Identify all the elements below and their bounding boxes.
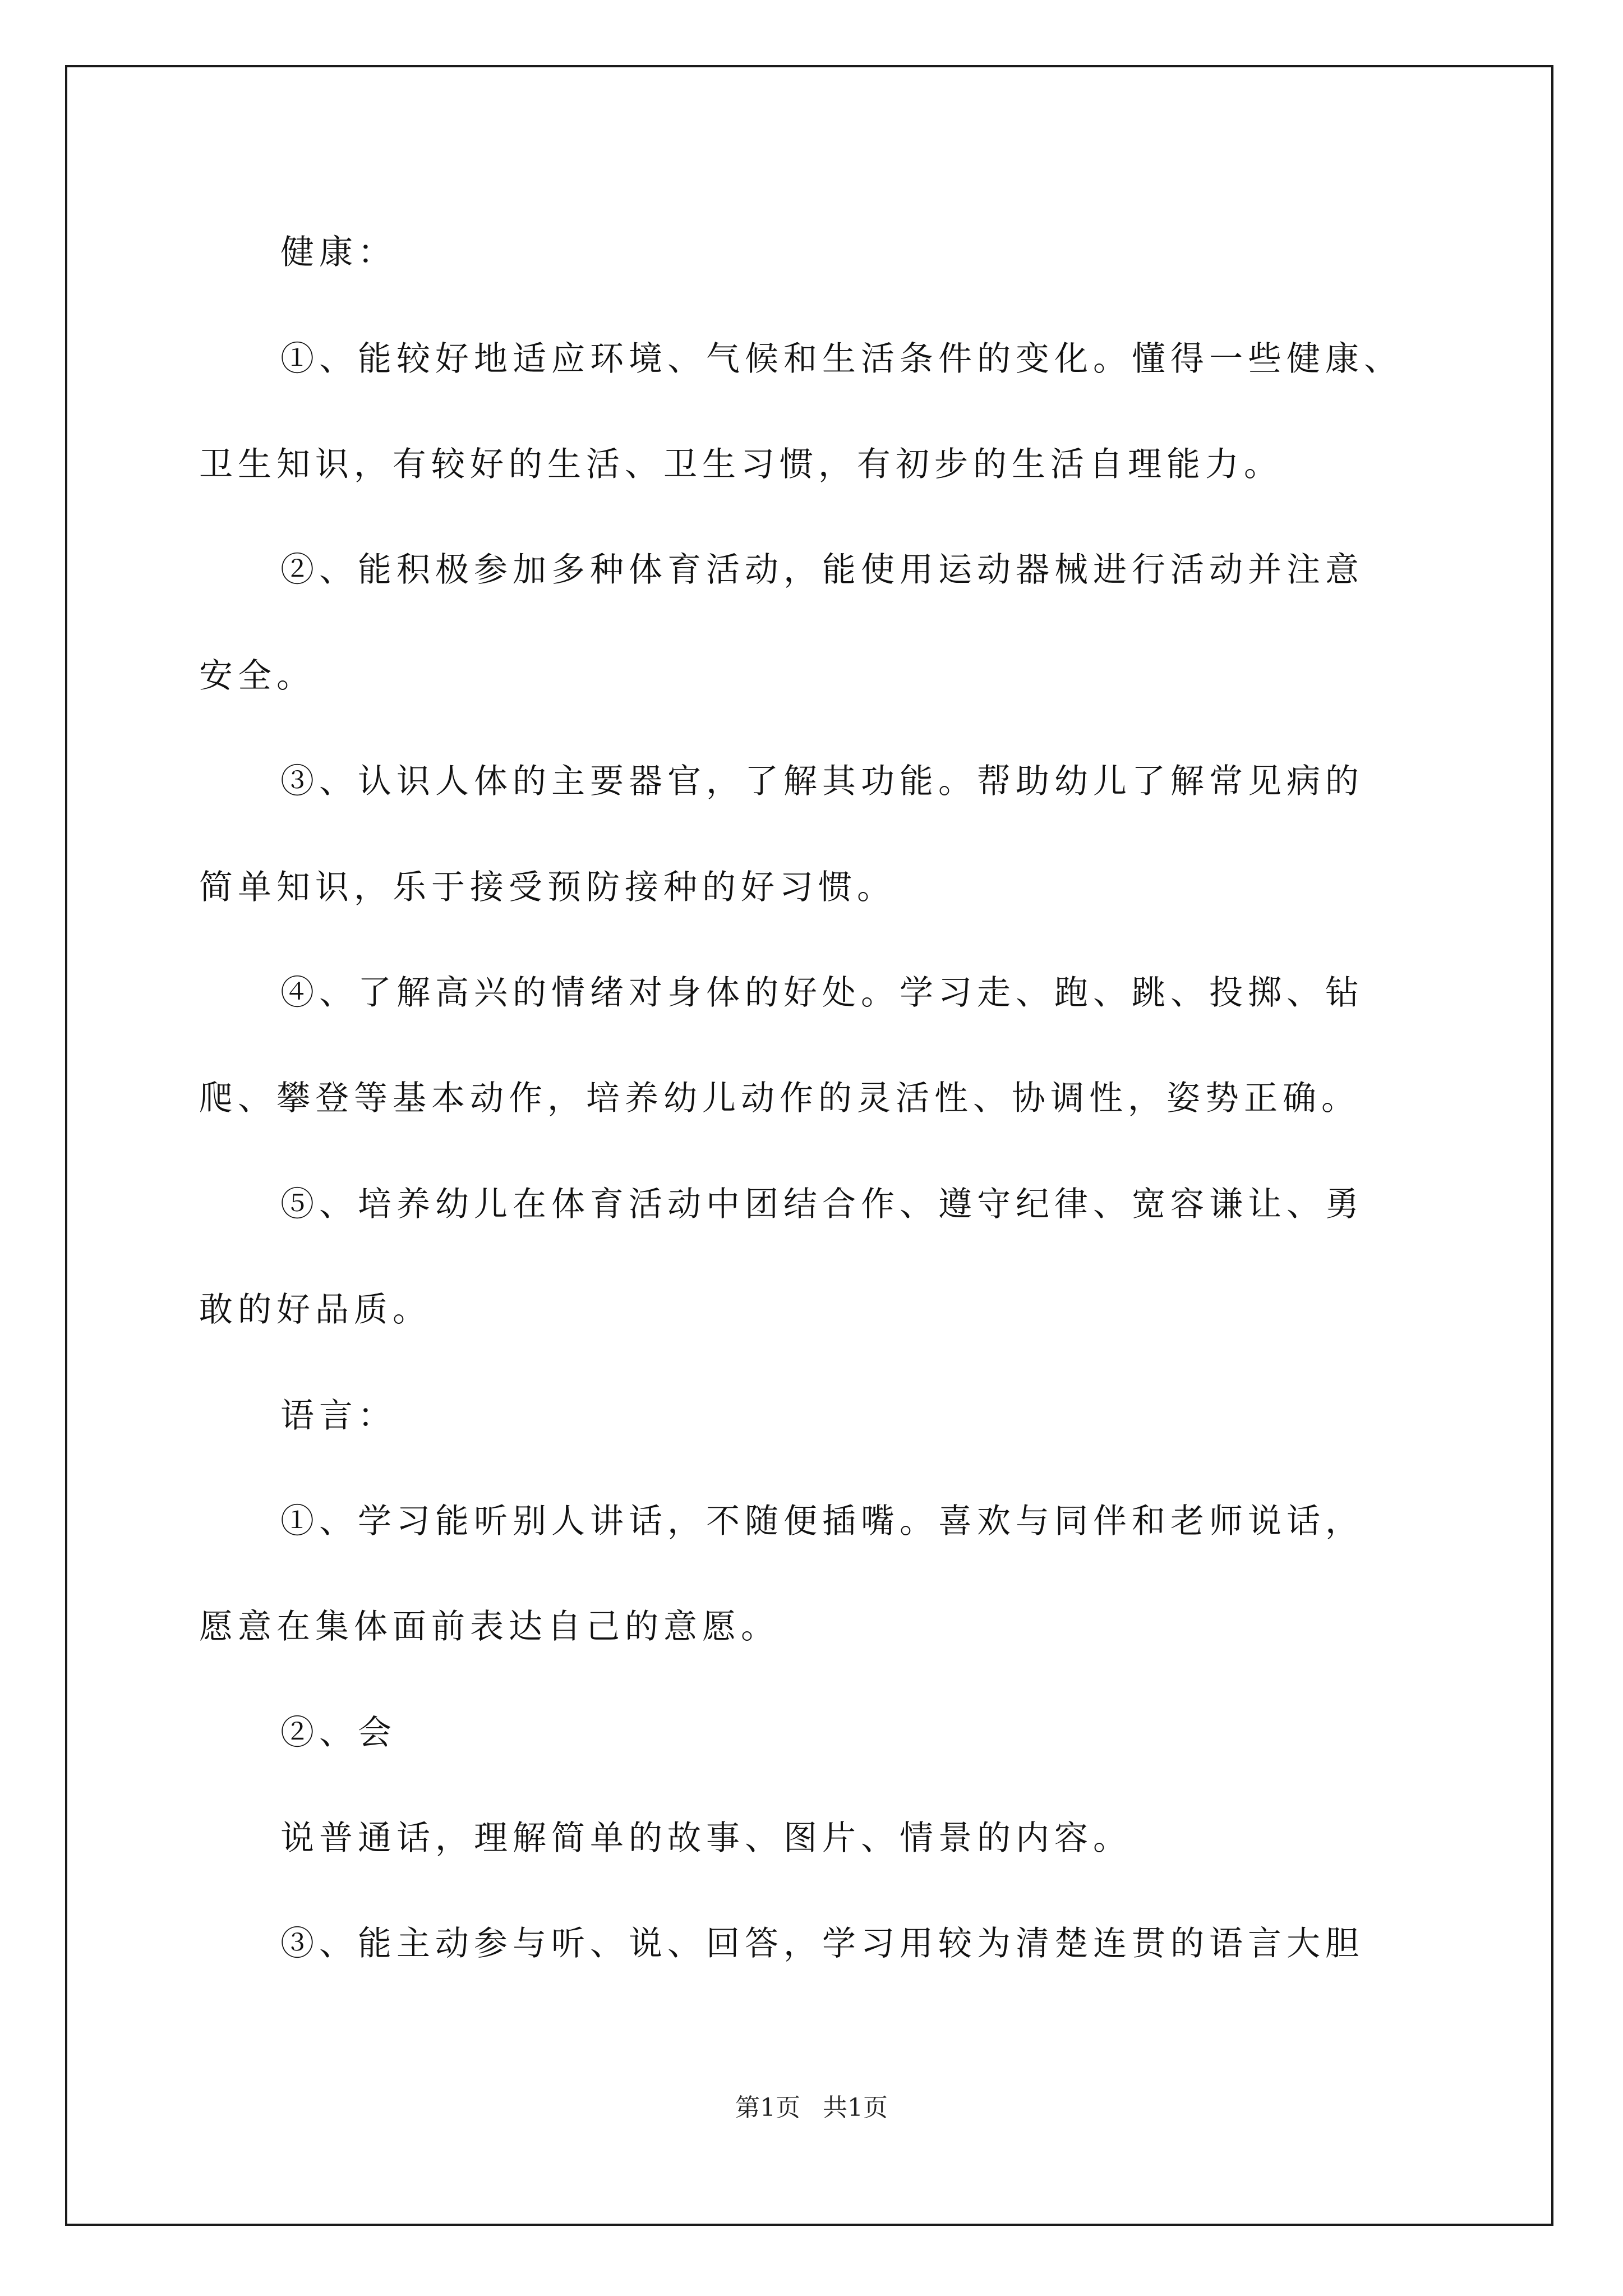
paragraph-line: ③、认识人体的主要器官，了解其功能。帮助幼儿了解常见病的 bbox=[280, 762, 1364, 801]
paragraph-line: 爬、攀登等基本动作，培养幼儿动作的灵活性、协调性，姿势正确。 bbox=[199, 1079, 1360, 1118]
paragraph-line: ⑤、培养幼儿在体育活动中团结合作、遵守纪律、宽容谦让、勇 bbox=[280, 1185, 1364, 1224]
paragraph-line: 卫生知识，有较好的生活、卫生习惯，有初步的生活自理能力。 bbox=[199, 445, 1283, 484]
paragraph-line: ①、能较好地适应环境、气候和生活条件的变化。懂得一些健康、 bbox=[280, 339, 1403, 379]
paragraph-line: ④、了解高兴的情绪对身体的好处。学习走、跑、跳、投掷、钻 bbox=[280, 973, 1364, 1013]
page-footer bbox=[0, 2092, 1623, 2124]
paragraph-line: 说普通话，理解简单的故事、图片、情景的内容。 bbox=[280, 1819, 1132, 1858]
paragraph-line: 安全。 bbox=[199, 656, 315, 696]
paragraph-line: 简单知识，乐于接受预防接种的好习惯。 bbox=[199, 868, 896, 907]
paragraph-line: 愿意在集体面前表达自己的意愿。 bbox=[199, 1607, 780, 1646]
page-total: 共1页 bbox=[823, 2093, 888, 2122]
section-heading-health: 健康： bbox=[280, 233, 396, 272]
paragraph-line: ②、会 bbox=[280, 1713, 396, 1752]
paragraph-line: 敢的好品质。 bbox=[199, 1290, 431, 1329]
page-number: 第1页 bbox=[735, 2093, 800, 2122]
paragraph-line: ②、能积极参加多种体育活动，能使用运动器械进行活动并注意 bbox=[280, 550, 1364, 590]
page-border bbox=[65, 65, 1553, 2226]
section-heading-language: 语言： bbox=[280, 1396, 396, 1435]
paragraph-line: ①、学习能听别人讲话，不随便插嘴。喜欢与同伴和老师说话， bbox=[280, 1502, 1364, 1541]
paragraph-line: ③、能主动参与听、说、回答，学习用较为清楚连贯的语言大胆 bbox=[280, 1924, 1364, 1963]
